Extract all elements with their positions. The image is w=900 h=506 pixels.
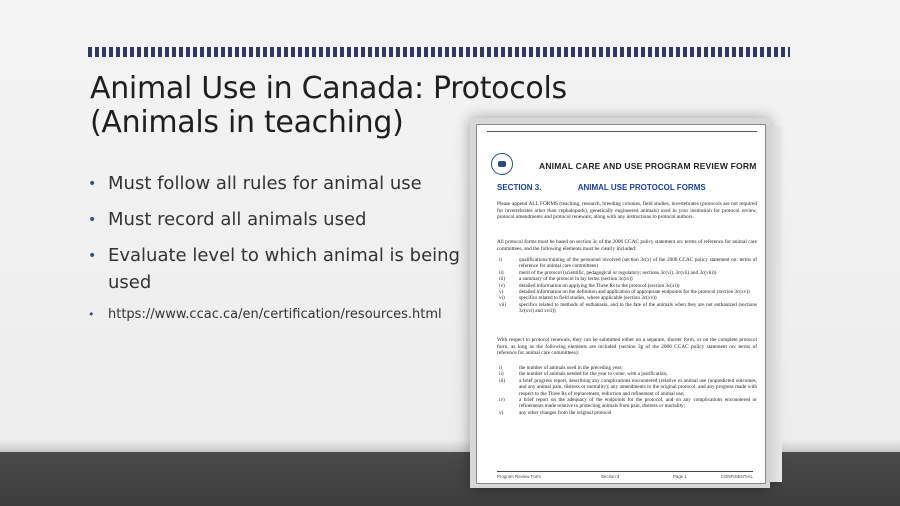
bullet-item-link — [88, 305, 468, 325]
document-paragraph: Please append ALL FORMS (teaching, research, breeding colonies, field studies, invertebrates (protocols are not required for invertebrates other than cephalopods), genetically engineered animals) used in your institution for protocol review, protocol amendments and protocol renewals; along with any instructions to protocol authors. — [497, 201, 757, 221]
decorative-stripe — [88, 47, 790, 57]
slide-title-line-1: Animal Use in Canada: Protocols — [90, 71, 567, 106]
list-text: detailed information on applying the Three Rs to the protocol (section 3c(xi)) — [519, 282, 680, 289]
document-paragraph: With respect to protocol renewals, they can be submitted either on a separate, shorter form, or on the complete protocol form, as long as the following elements are included (section 3g of the 2006 CCAC policy statement on: terms of reference for animal care committees): — [497, 337, 757, 357]
list-num: iii) — [499, 377, 506, 384]
list-item — [497, 302, 757, 315]
list-text: a brief progress report, describing any complications encountered (relative to animal use (unpredicted outcomes, and any animal pain, distress or mortality); any amendments to the original protocol, and any progress made with respect to the Three Rs of replacement, reduction and refinement of animal use; — [519, 377, 757, 397]
bullet-dot-icon: • — [88, 176, 97, 192]
list-item — [497, 410, 757, 416]
bullet-item — [88, 170, 468, 197]
document-footer-rule — [497, 471, 753, 472]
section-title: ANIMAL USE PROTOCOL FORMS — [577, 183, 706, 192]
list-num: vii) — [499, 301, 507, 308]
list-text: specifics related to methods of euthanasia, and to the fate of the animals when they are not euthanized (sections 3c(xvi) and xvii)) — [519, 301, 757, 315]
list-text: a summary of the protocol in lay terms (section 3c(ix)) — [519, 276, 633, 283]
bullet-item — [88, 206, 468, 233]
document-list-elements — [497, 257, 757, 315]
list-num: iv) — [499, 282, 505, 289]
resource-link[interactable]: https://www.ccac.ca/en/certification/resources.html — [108, 307, 442, 322]
list-num: v) — [499, 409, 504, 416]
document-heading: ANIMAL CARE AND USE PROGRAM REVIEW FORM — [539, 161, 757, 171]
list-num: i) — [499, 365, 503, 371]
document-top-rule — [487, 131, 757, 132]
list-num: ii) — [499, 371, 504, 378]
document-section-heading — [497, 183, 706, 192]
list-text: a brief report on the adequacy of the endpoints for the protocol, and on any complications encountered or refinements made relative to protecting animals from pain, distress or mortality; — [519, 397, 757, 410]
bullet-dot-icon: • — [88, 248, 97, 264]
ccac-logo-icon — [491, 153, 513, 175]
list-num: vi) — [499, 295, 505, 302]
list-text: the number of animals needed for the year to come, with a justification; — [519, 371, 668, 378]
bullet-text: Must follow all rules for animal use — [108, 173, 422, 194]
list-text: the number of animals used in the preceding year; — [519, 365, 623, 371]
section-number: SECTION 3. — [497, 183, 542, 192]
bullet-dot-icon: • — [88, 308, 95, 321]
document-paragraph: All protocol forms must be based on section 3c of the 2006 CCAC policy statement on: terms of reference for animal care committees, and the following elements must be clearly included: — [497, 239, 757, 252]
bullet-text: Evaluate level to which animal is being used — [108, 245, 460, 293]
list-num: i) — [499, 257, 503, 263]
footer-left: Program Review Form — [497, 474, 541, 479]
footer-right: CONFIDENTIAL — [720, 474, 753, 479]
list-text: merit of the protocol (scientific, pedagogical or regulatory; sections 3c(vi), 3c(vii) and 3c(viii)) — [519, 269, 717, 276]
list-num: ii) — [499, 269, 504, 276]
list-text: detailed information on the definition and application of appropriate endpoints for the protocol (section 3c(xv)) — [519, 289, 750, 296]
list-text: any other changes from the original protocol — [519, 409, 612, 416]
list-text: qualifications/training of the personnel involved (section 3c(x) of the 2006 CCAC policy statement on: terms of reference for animal care committees) — [519, 257, 757, 270]
list-num: v) — [499, 289, 504, 296]
bullet-text: Must record all animals used — [108, 209, 367, 230]
list-item — [497, 257, 757, 270]
list-item — [497, 397, 757, 410]
list-num: iv) — [499, 397, 505, 404]
document-list-renewals — [497, 365, 757, 416]
slide-title-line-2: (Animals in teaching) — [90, 105, 404, 140]
bullet-item — [88, 242, 468, 296]
document-image — [476, 124, 766, 484]
list-text: specifics related to field studies, where applicable (section 3c(xv)) — [519, 295, 657, 302]
list-item — [497, 378, 757, 397]
footer-center: Section 3 — [601, 474, 620, 479]
footer-page: Page 1 — [673, 474, 687, 479]
list-num: iii) — [499, 276, 506, 283]
bullet-list — [88, 170, 468, 325]
bullet-dot-icon: • — [88, 212, 97, 228]
